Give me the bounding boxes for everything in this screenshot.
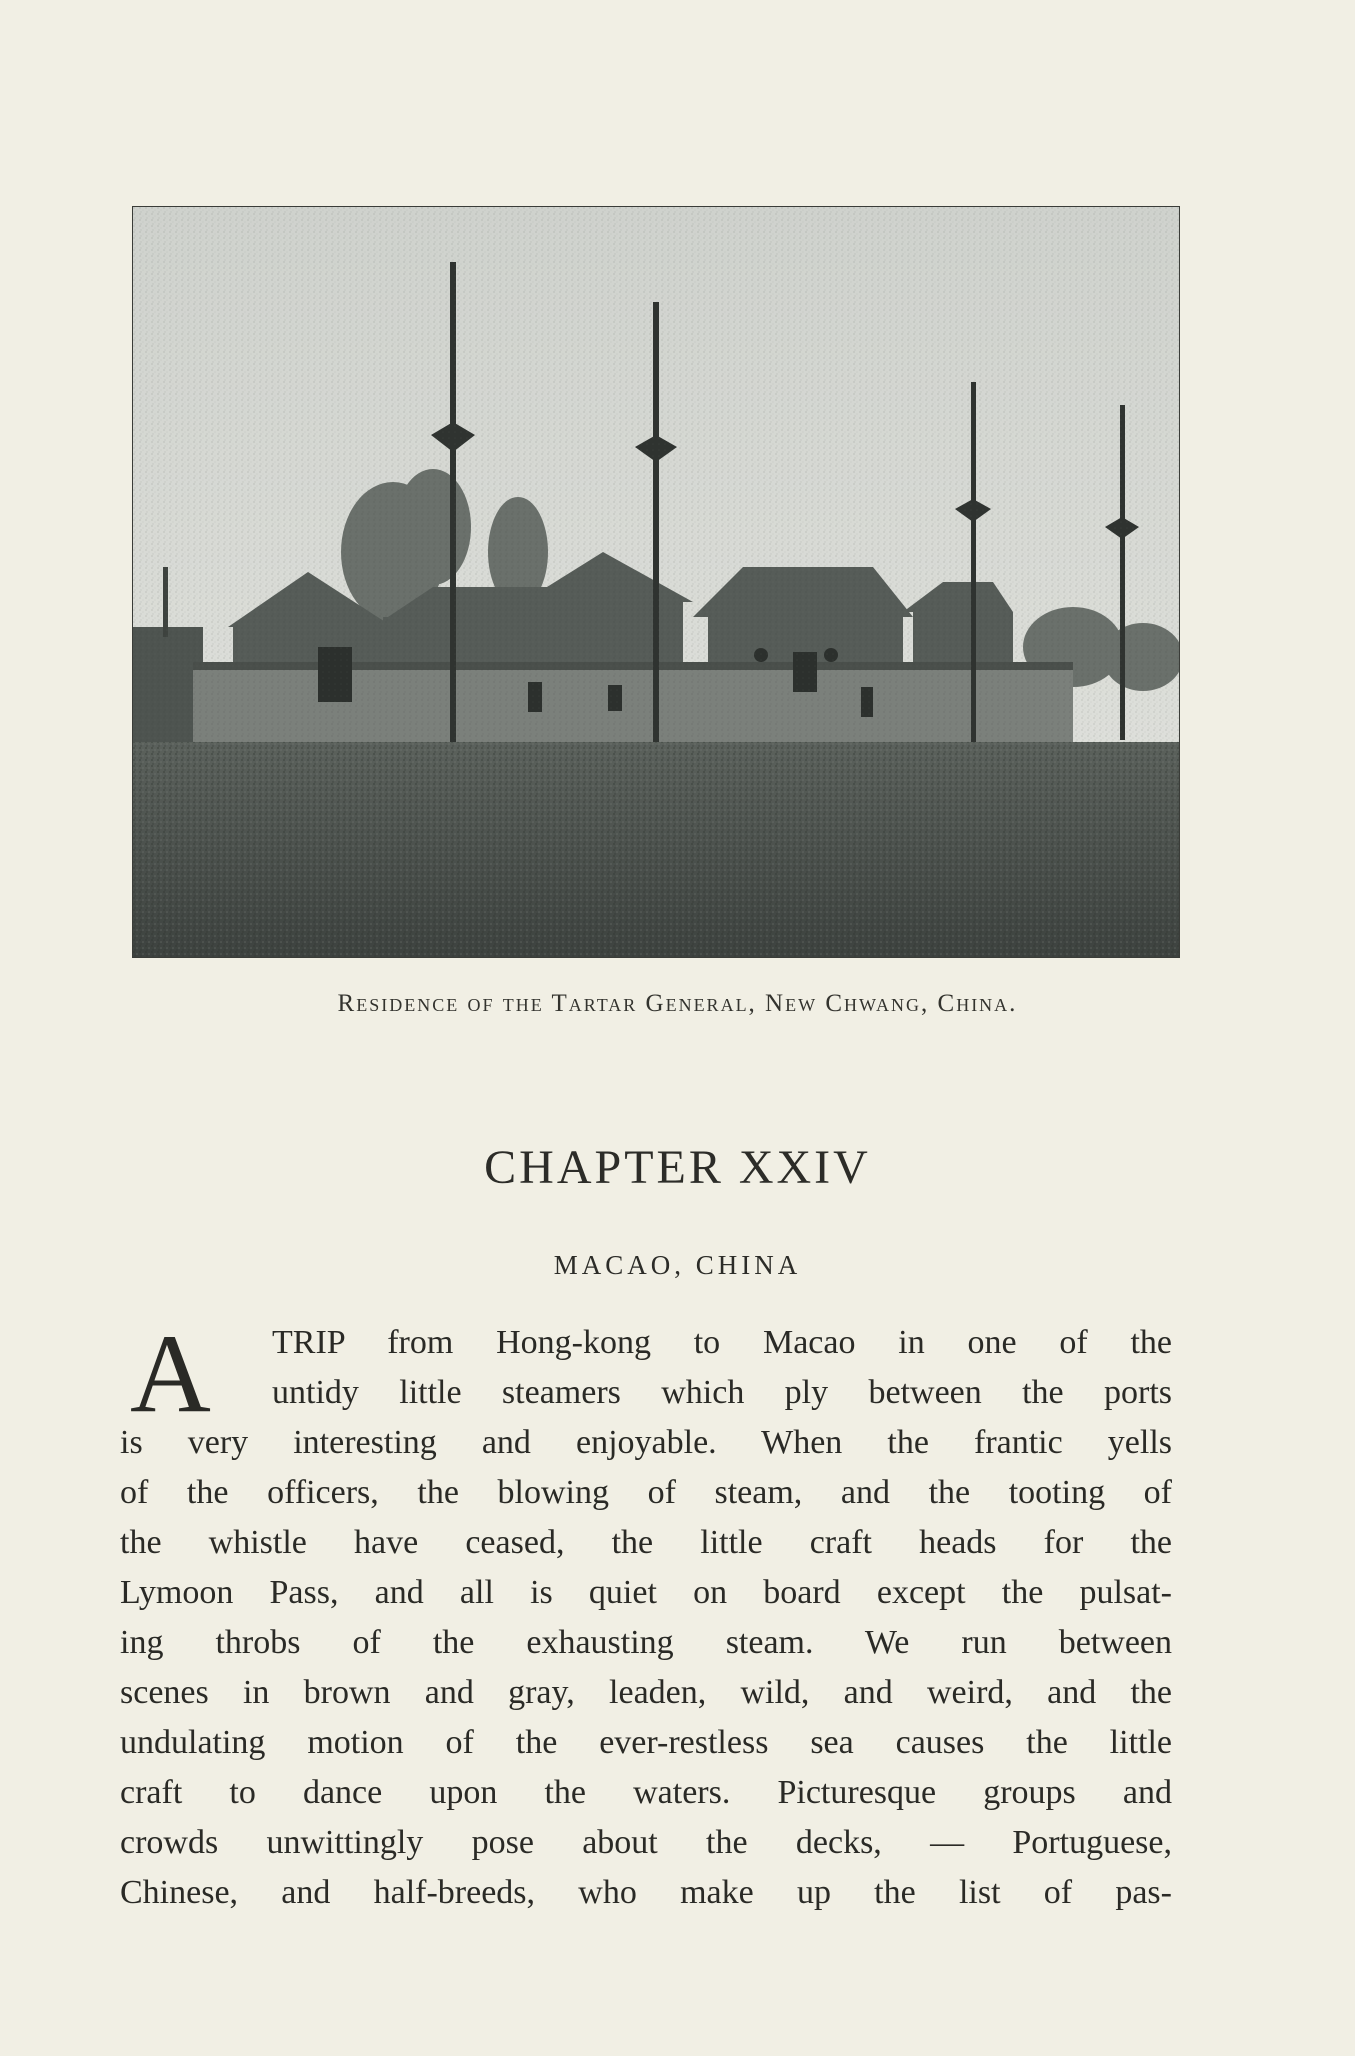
text-line: TRIP from Hong-kong to Macao in one of the (272, 1324, 1172, 1361)
text-line: ing throbs of the exhausting steam. We run between (120, 1624, 1172, 1661)
text-line: is very interesting and enjoyable. When the frantic yells (120, 1424, 1172, 1461)
chapter-subtitle: MACAO, CHINA (553, 1250, 802, 1280)
text-line: of the officers, the blowing of steam, and the tooting of (120, 1474, 1172, 1511)
text-line: undulating motion of the ever-restless sea causes the little (120, 1724, 1172, 1761)
text-line: craft to dance upon the waters. Picturesque groups and (120, 1774, 1172, 1811)
text-line: the whistle have ceased, the little craft heads for the (120, 1524, 1172, 1561)
chapter-title: CHAPTER XXIV (484, 1141, 871, 1194)
text-line: untidy little steamers which ply between the ports (272, 1374, 1172, 1411)
figure-caption: Residence of the Tartar General, New Chwang, China. (337, 990, 1018, 1017)
text-line: Lymoon Pass, and all is quiet on board except the pulsat- (120, 1574, 1172, 1611)
text-line: crowds unwittingly pose about the decks, — Portuguese, (120, 1824, 1172, 1861)
text-line: scenes in brown and gray, leaden, wild, and weird, and the (120, 1674, 1172, 1711)
photograph-plate (132, 206, 1180, 958)
text-line: Chinese, and half-breeds, who make up the list of pas- (120, 1874, 1172, 1911)
drop-cap: A (130, 1312, 211, 1436)
photograph-illustration (133, 207, 1180, 958)
body-text (120, 1312, 1172, 1918)
